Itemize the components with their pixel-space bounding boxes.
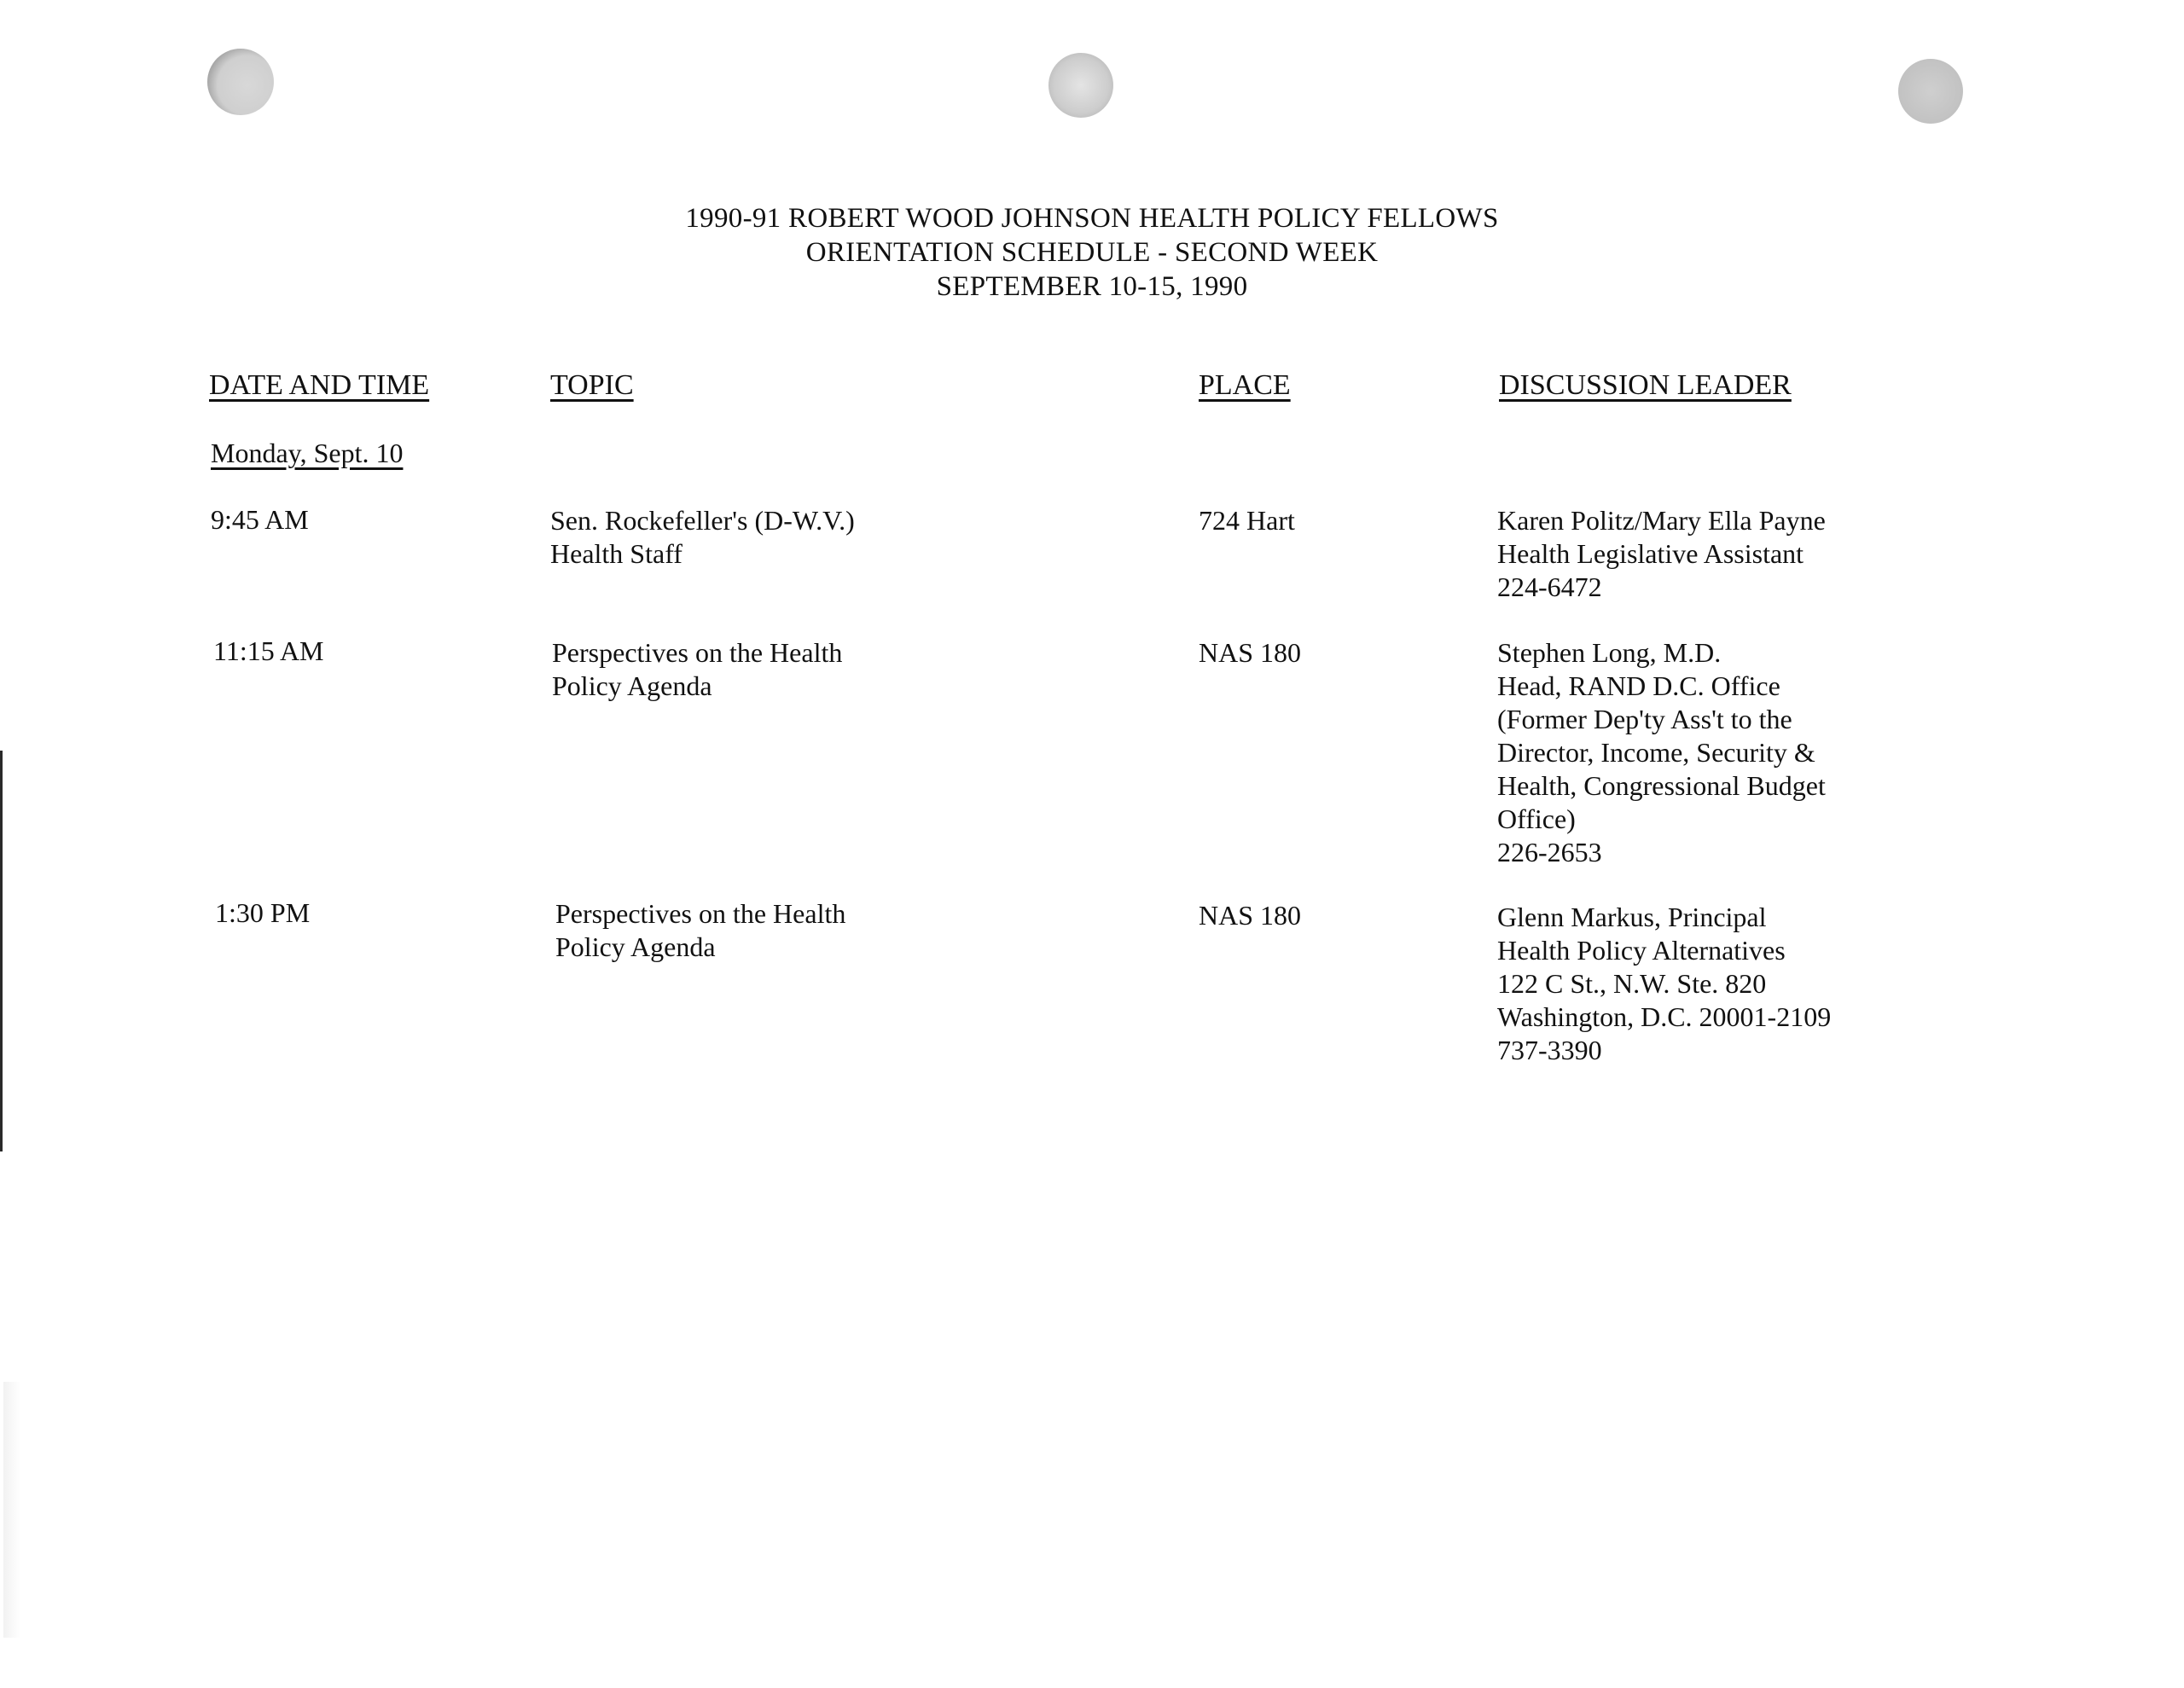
header-dates: SEPTEMBER 10-15, 1990 [936,271,1248,302]
session-topic [552,636,842,703]
leader-line: 737-3390 [1497,1035,1602,1065]
session-leader [1497,901,1831,1067]
page-edge-speckle [3,1382,20,1638]
session-place: 724 Hart [1199,505,1295,536]
leader-line: (Former Dep'ty Ass't to the [1497,704,1792,734]
binder-hole-center [1048,53,1113,118]
topic-line: Perspectives on the Health [555,898,846,929]
column-header-topic: TOPIC [550,369,634,401]
session-leader [1497,636,1826,869]
session-place: NAS 180 [1199,637,1302,668]
leader-line: Health Legislative Assistant [1497,538,1804,569]
column-header-date-time: DATE AND TIME [209,369,430,401]
session-leader [1497,504,1826,604]
session-place: NAS 180 [1199,900,1302,931]
column-header-discussion-leader: DISCUSSION LEADER [1499,369,1792,401]
binder-hole-right [1898,59,1963,124]
session-time: 11:15 AM [213,635,324,666]
leader-line: Director, Income, Security & [1497,737,1815,768]
page-edge-shadow [0,751,3,1151]
topic-line: Sen. Rockefeller's (D-W.V.) [550,505,855,536]
leader-line: Stephen Long, M.D. [1497,637,1722,668]
leader-line: 122 C St., N.W. Ste. 820 [1497,968,1767,999]
leader-line: Head, RAND D.C. Office [1497,670,1780,701]
topic-line: Health Staff [550,538,682,569]
leader-line: Washington, D.C. 20001-2109 [1497,1001,1832,1032]
leader-line: 224-6472 [1497,571,1602,602]
topic-line: Perspectives on the Health [552,637,843,668]
session-time: 9:45 AM [211,504,309,535]
leader-line: Karen Politz/Mary Ella Payne [1497,505,1826,536]
session-topic [555,897,845,964]
header-subtitle: ORIENTATION SCHEDULE - SECOND WEEK [805,237,1379,268]
leader-line: 226-2653 [1497,837,1602,867]
document-header [0,201,2184,304]
day-heading: Monday, Sept. 10 [211,438,404,468]
binder-hole-left [207,49,274,115]
leader-line: Health Policy Alternatives [1497,935,1786,966]
leader-line: Office) [1497,803,1576,834]
session-time: 1:30 PM [215,897,311,928]
topic-line: Policy Agenda [552,670,712,701]
session-topic [550,504,855,571]
header-title: 1990-91 ROBERT WOOD JOHNSON HEALTH POLICY FELLOWS [685,203,1499,234]
topic-line: Policy Agenda [555,931,716,962]
leader-line: Glenn Markus, Principal [1497,902,1767,932]
column-header-place: PLACE [1199,369,1291,401]
leader-line: Health, Congressional Budget [1497,770,1826,801]
